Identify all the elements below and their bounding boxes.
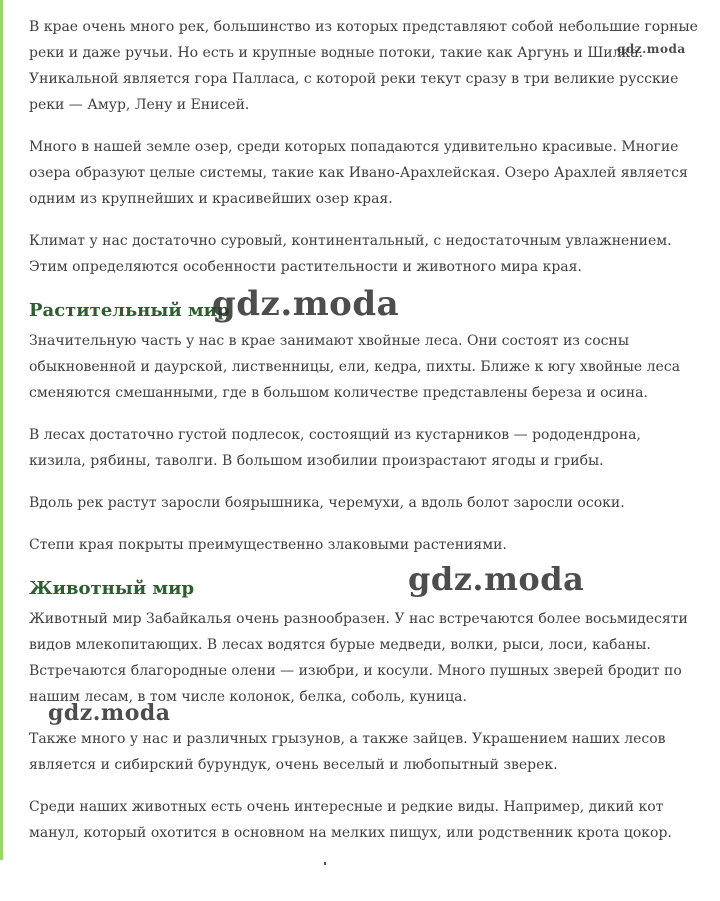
paragraph: Много в нашей земле озер, среди которых попадаются удивительно красивые. Многие озера образуют целые системы, такие как Ивано-Арахлейская. Озеро Арахлей является одним из крупнейших и красивейших озер края. [29, 139, 688, 207]
paragraph: В лесах достаточно густой подлесок, состоящий из кустарников — рододендрона, кизила, рябины, таволги. В большом изобилии произрастают ягоды и грибы. [29, 427, 641, 469]
section-heading-animals: Животный мир [29, 578, 195, 599]
paragraph: Среди наших животных есть очень интересные и редкие виды. Например, дикий кот манул, который охотится в основном на мелких пищух, или родственник крота цокор. [29, 799, 672, 841]
paragraph: Также много у нас и различных грызунов, а также зайцев. Украшением наших лесов является и сибирский бурундук, очень веселый и любопытный зверек. [29, 731, 666, 773]
paragraph: Вдоль рек растут заросли боярышника, черемухи, а вдоль болот заросли осоки. [29, 495, 625, 511]
watermark: gdz.moda [212, 284, 400, 324]
article-content [29, 14, 699, 862]
stray-dot [324, 862, 326, 865]
left-accent-bar [0, 0, 3, 860]
watermark: gdz.moda [408, 560, 585, 598]
watermark: gdz.moda [48, 700, 171, 726]
section-heading-plants: Растительный мир [29, 300, 230, 321]
paragraph: Климат у нас достаточно суровый, континентальный, с недостаточным увлажнением. Этим определяются особенности растительности и животного мира края. [29, 233, 672, 275]
paragraph: Степи края покрыты преимущественно злаковыми растениями. [29, 537, 507, 553]
watermark: gdz.moda [617, 42, 686, 56]
paragraph: В крае очень много рек, большинство из которых представляют собой небольшие горные реки и даже ручьи. Но есть и крупные водные потоки, такие как Аргунь и Шилка. Уникальной является гора Палласа, с которой реки текут сразу в три великие русские реки — Амур, Лену и Енисей. [29, 19, 698, 113]
paragraph: Животный мир Забайкалья очень разнообразен. У нас встречаются более восьмидесяти видов млекопитающих. В лесах водятся бурые медведи, волки, рыси, лоси, кабаны. Встречаются благородные олени — изюбри, и косули. Много пушных зверей бродит по нашим лесам, в том числе колонок, белка, соболь, куница. [29, 611, 688, 705]
paragraph: Значительную часть у нас в крае занимают хвойные леса. Они состоят из сосны обыкновенной и даурской, лиственницы, ели, кедра, пихты. Ближе к югу хвойные леса сменяются смешанными, где в большом количестве представлены береза и осина. [29, 333, 681, 401]
